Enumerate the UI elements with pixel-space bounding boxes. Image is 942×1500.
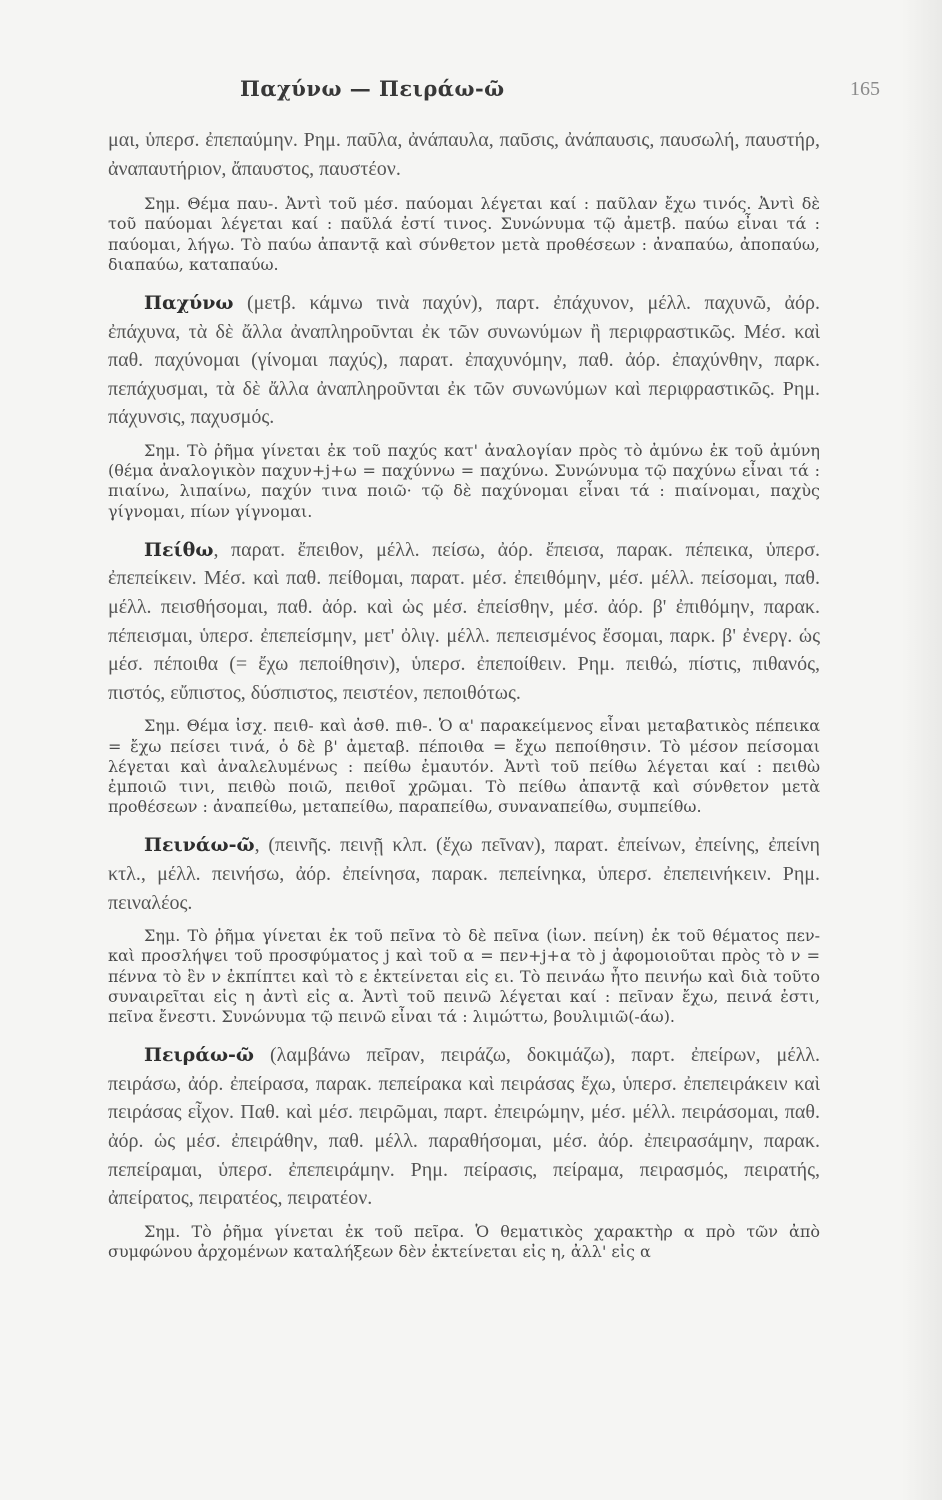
- entry-pachyno-text: (μετβ. κάμνω τινὰ παχύν), παρτ. ἐπάχυνον, μέλλ. παχυνῶ, ἀόρ. ἐπάχυνα, τὰ δὲ ἄλλα ἀναπληροῦνται ἐκ τῶν συνωνύμων ἢ περιφραστικῶς. Μέσ. καὶ παθ. παχύνομαι (γίνομαι παχύς), παρατ. ἐπαχυνόμην, παθ. ἀόρ. ἐπαχύνθην, παρκ. πεπάχυσμαι, τὰ δὲ ἄλλα ἀναπληροῦνται ἐκ τῶν συνωνύμων καὶ περιφραστικῶς. Ρημ. πάχυνσις, παχυσμός.: [108, 292, 820, 429]
- entry-pachyno: [108, 289, 820, 432]
- entry-peinao: [108, 831, 820, 917]
- running-head-title: Παχύνω — Πειράω-ῶ: [240, 76, 505, 101]
- lemma-pachyno: Παχύνω: [144, 292, 234, 314]
- page-number: 165: [850, 78, 880, 100]
- entry-peitho: [108, 536, 820, 708]
- note-pachyno: Σημ. Τὸ ῥῆμα γίνεται ἐκ τοῦ παχύς κατ' ἀναλογίαν πρὸς τὸ ἀμύνω ἐκ τοῦ ἀμύνη (θέμα ἀναλογικὸν παχυν+j+ω = παχύννω = παχύνω. Συνώνυμα τῷ παχύνω εἶναι τά : πιαίνω, λιπαίνω, παχύν τινα ποιῶ· τῷ δὲ παχύνομαι εἶναι τά : πιαίνομαι, παχὺς γίγνομαι, πίων γίγνομαι.: [108, 440, 820, 521]
- scan-edge-shadow: [902, 0, 942, 1500]
- entry-continuation: μαι, ὑπερσ. ἐπεπαύμην. Ρημ. παῦλα, ἀνάπαυλα, παῦσις, ἀνάπαυσις, παυσωλή, παυστήρ, ἀναπαυτήριον, ἄπαυστος, παυστέον.: [108, 129, 820, 180]
- lemma-peitho: Πείθω: [144, 538, 214, 561]
- entry-peitho-text: , παρατ. ἔπειθον, μέλλ. πείσω, ἀόρ. ἔπεισα, παρακ. πέπεικα, ὑπερσ. ἐπεπείκειν. Μέσ. καὶ παθ. πείθομαι, παρατ. μέσ. ἐπειθόμην, μέσ. μέλλ. πείσομαι, παθ. μέλλ. πεισθήσομαι, παθ. ἀόρ. καὶ ὡς μέσ. ἐπείσθην, μέσ. ἀόρ. β' ἐπιθόμην, παρακ. πέπεισμαι, ὑπερσ. ἐπεπείσμην, μετ' ὀλιγ. μέλλ. πεπεισμένος ἔσομαι, παρκ. β' ἐνεργ. ὡς μέσ. πέποιθα (= ἔχω πεποίθησιν), ὑπερσ. ἐπεποίθειν. Ρημ. πειθώ, πίστις, πιθανός, πιστός, εὔπιστος, δύσπιστος, πειστέον, πεποιθότως.: [108, 538, 820, 704]
- entry-peirao-text: (λαμβάνω πεῖραν, πειράζω, δοκιμάζω), παρτ. ἐπείρων, μέλλ. πειράσω, ἀόρ. ἐπείρασα, παρακ. πεπείρακα καὶ πειράσας ἔχω, ὑπερσ. ἐπεπειράκειν καὶ πειράσας εἶχον. Παθ. καὶ μέσ. πειρῶμαι, παρτ. ἐπειρώμην, μέσ. μέλλ. πειράσομαι, παθ. ἀόρ. ὡς μέσ. ἐπειράθην, παθ. μέλλ. παραθήσομαι, μέσ. ἀόρ. ἐπειρασάμην, παρακ. πεπείραμαι, ὑπερσ. ἐπεπειράμην. Ρημ. πείρασις, πείραμα, πειρασμός, πειρατής, ἀπείρατος, πειρατέος, πειρατέον.: [108, 1044, 820, 1210]
- lemma-peinao: Πεινάω-ῶ: [144, 834, 255, 857]
- note-peirao: Σημ. Τὸ ῥῆμα γίνεται ἐκ τοῦ πεῖρα. Ὁ θεματικὸς χαρακτὴρ α πρὸ τῶν ἀπὸ συμφώνου ἀρχομένων καταλήξεων δὲν ἐκτείνεται εἰς η, ἀλλ' εἰς α: [108, 1221, 820, 1261]
- note-peitho: Σημ. Θέμα ἰσχ. πειθ- καὶ ἀσθ. πιθ-. Ὁ α' παρακείμενος εἶναι μεταβατικὸς πέπεικα = ἔχω πείσει τινά, ὁ δὲ β' ἀμεταβ. πέποιθα = ἔχω πεποίθησιν. Τὸ μέσον πείσομαι λέγεται καὶ ἀναλελυμένως : πείθω ἐμαυτόν. Ἀντὶ τοῦ πείθω λέγεται καί : πειθὼ ἐμποιῶ τινι, πειθὼ ποιῶ, πειθοῖ χρῶμαι. Τὸ πείθω ἀπαντᾷ καὶ σύνθετον μετὰ προθέσεων : ἀναπείθω, μεταπείθω, παραπείθω, συναναπείθω, συμπείθω.: [108, 716, 820, 817]
- lemma-peirao: Πειράω-ῶ: [144, 1044, 255, 1067]
- note-pauo: Σημ. Θέμα παυ-. Ἀντὶ τοῦ μέσ. παύομαι λέγεται καί : παῦλαν ἔχω τινός. Ἀντὶ δὲ τοῦ παύομαι λέγεται καί : παῦλά ἐστί τινος. Συνώνυμα τῷ ἀμετβ. παύω εἶναι τά : παύομαι, λήγω. Τὸ παύω ἀπαντᾷ καὶ σύνθετον μετὰ προθέσεων : ἀναπαύω, ἀποπαύω, διαπαύω, καταπαύω.: [108, 194, 820, 274]
- entry-peinao-text: , (πεινῆς. πεινῇ κλπ. (ἔχω πεῖναν), παρατ. ἐπείνων, ἐπείνης, ἐπείνη κτλ., μέλλ. πεινήσω, ἀόρ. ἐπείνησα, παρακ. πεπείνηκα, ὑπερσ. ἐπεπεινήκειν. Ρημ. πειναλέος.: [108, 834, 820, 914]
- page-body: [108, 126, 820, 1262]
- running-head: [0, 76, 942, 106]
- entry-peirao: [108, 1041, 820, 1213]
- note-peinao: Σημ. Τὸ ῥῆμα γίνεται ἐκ τοῦ πεῖνα τὸ δὲ πεῖνα (ἰων. πείνη) ἐκ τοῦ θέματος πεν- καὶ προσλήψει τοῦ προσφύματος j καὶ τοῦ α = πεν+j+α τὸ j ἀφομοιοῦται πρὸς τὸ ν = πέννα τὸ ἓν ν ἐκπίπτει καὶ τὸ ε ἐκτείνεται εἰς ει. Τὸ πεινάω ἦτο πεινήω καὶ διὰ τοῦτο συναιρεῖται εἰς η ἀντὶ εἰς α. Ἀντὶ τοῦ πεινῶ λέγεται καί : πεῖναν ἔχω, πεινά ἐστι, πεῖνα ἔνεστι. Συνώνυμα τῷ πεινῶ εἶναι τά : λιμώττω, βουλιμιῶ(-άω).: [108, 926, 820, 1026]
